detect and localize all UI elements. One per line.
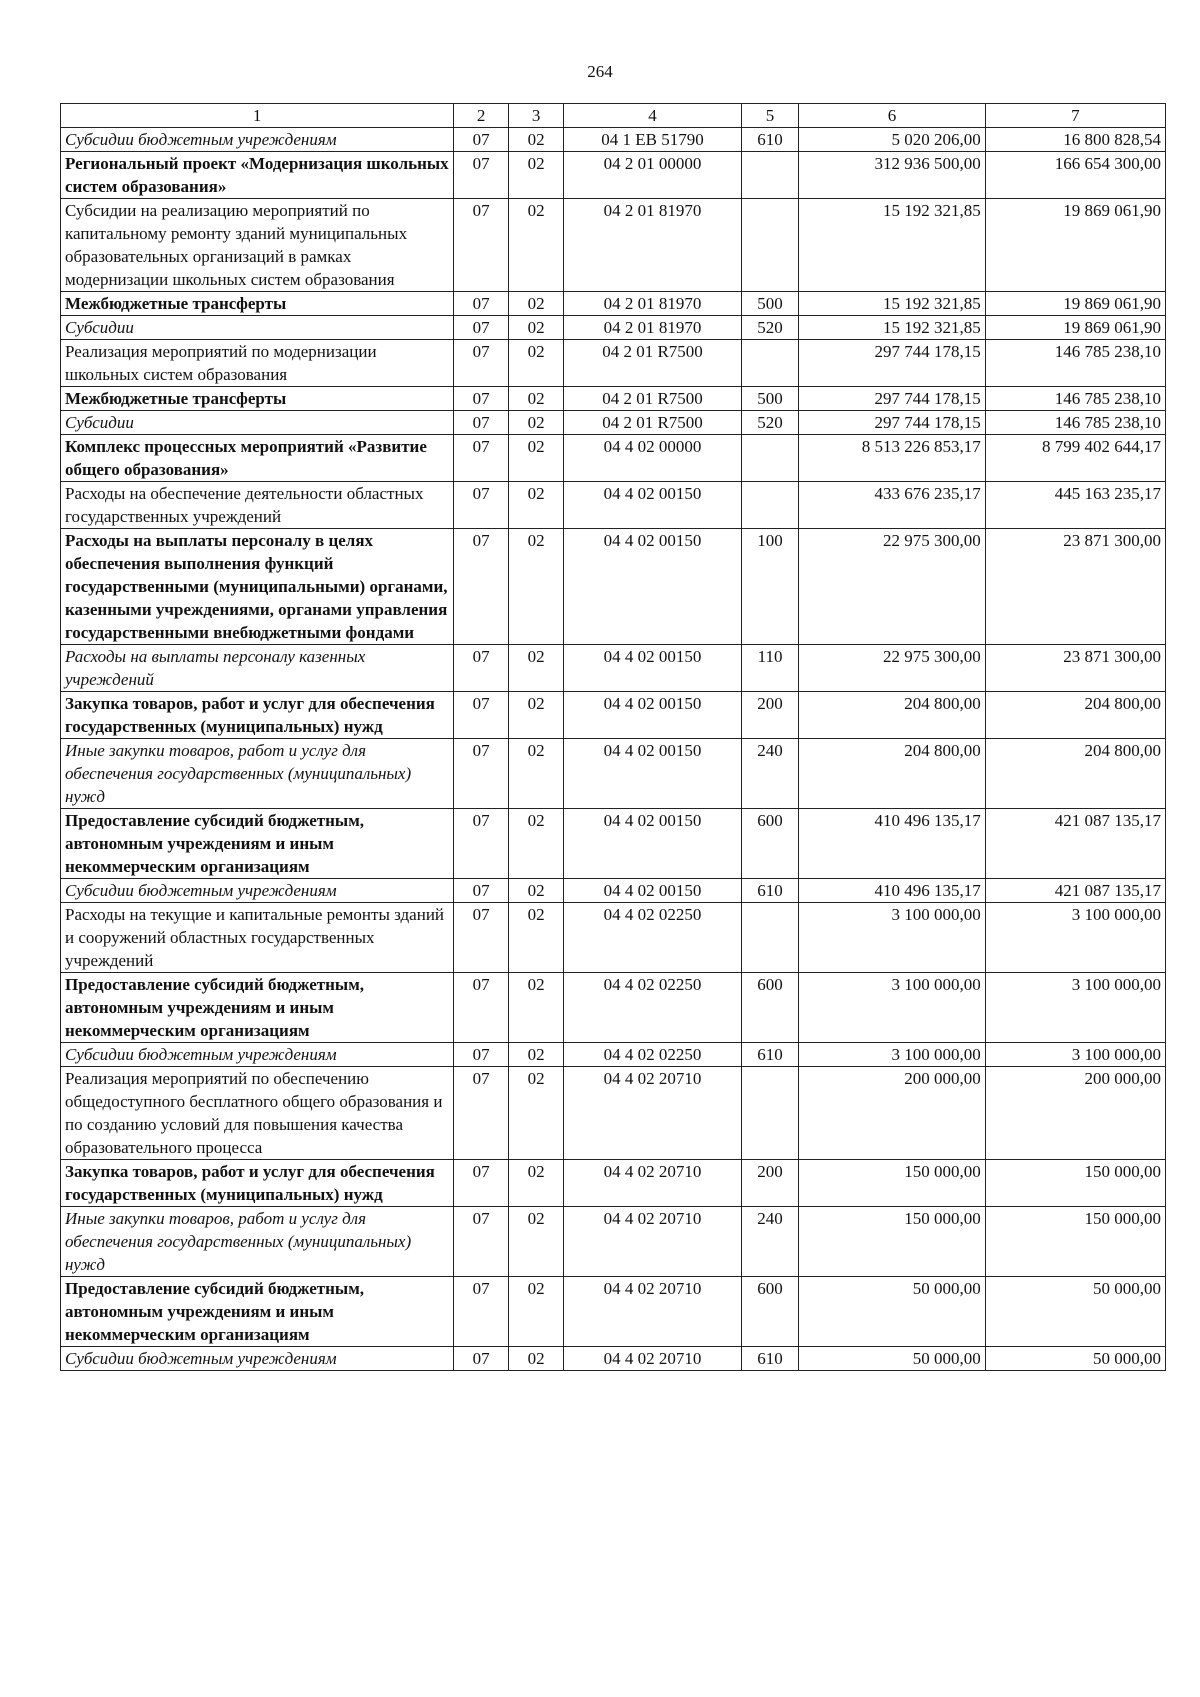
- table-row: [61, 152, 1166, 199]
- table-row: [61, 1067, 1166, 1160]
- header-col-2: 2: [454, 104, 509, 128]
- section-code-cell: 07: [454, 340, 509, 387]
- amount-year-2-cell: 16 800 828,54: [985, 128, 1165, 152]
- target-article-cell: 04 4 02 20710: [564, 1347, 742, 1371]
- expense-type-cell: 600: [741, 1277, 798, 1347]
- table-row: [61, 529, 1166, 645]
- row-name-cell: Расходы на текущие и капитальные ремонты зданий и сооружений областных государственных учреждений: [61, 903, 454, 973]
- section-code-cell: 07: [454, 411, 509, 435]
- section-code-cell: 07: [454, 316, 509, 340]
- table-row: [61, 973, 1166, 1043]
- table-row: [61, 1277, 1166, 1347]
- expense-type-cell: [741, 340, 798, 387]
- subsection-code-cell: 02: [509, 316, 564, 340]
- amount-year-1-cell: 433 676 235,17: [799, 482, 986, 529]
- amount-year-1-cell: 15 192 321,85: [799, 292, 986, 316]
- target-article-cell: 04 4 02 20710: [564, 1207, 742, 1277]
- expense-type-cell: [741, 435, 798, 482]
- table-row: [61, 292, 1166, 316]
- expense-type-cell: [741, 199, 798, 292]
- row-name-cell: Реализация мероприятий по модернизации школьных систем образования: [61, 340, 454, 387]
- target-article-cell: 04 4 02 00150: [564, 482, 742, 529]
- table-row: [61, 1043, 1166, 1067]
- amount-year-2-cell: 23 871 300,00: [985, 529, 1165, 645]
- expense-type-cell: 240: [741, 1207, 798, 1277]
- amount-year-1-cell: 3 100 000,00: [799, 973, 986, 1043]
- amount-year-2-cell: 8 799 402 644,17: [985, 435, 1165, 482]
- subsection-code-cell: 02: [509, 1277, 564, 1347]
- header-row: [61, 104, 1166, 128]
- expense-type-cell: 200: [741, 1160, 798, 1207]
- subsection-code-cell: 02: [509, 692, 564, 739]
- section-code-cell: 07: [454, 1160, 509, 1207]
- subsection-code-cell: 02: [509, 340, 564, 387]
- row-name-cell: Иные закупки товаров, работ и услуг для обеспечения государственных (муниципальных) нужд: [61, 739, 454, 809]
- target-article-cell: 04 2 01 00000: [564, 152, 742, 199]
- row-name-cell: Иные закупки товаров, работ и услуг для обеспечения государственных (муниципальных) нужд: [61, 1207, 454, 1277]
- amount-year-2-cell: 19 869 061,90: [985, 292, 1165, 316]
- row-name-cell: Региональный проект «Модернизация школьных систем образования»: [61, 152, 454, 199]
- header-col-6: 6: [799, 104, 986, 128]
- section-code-cell: 07: [454, 387, 509, 411]
- subsection-code-cell: 02: [509, 1207, 564, 1277]
- target-article-cell: 04 4 02 00150: [564, 645, 742, 692]
- amount-year-1-cell: 200 000,00: [799, 1067, 986, 1160]
- section-code-cell: 07: [454, 879, 509, 903]
- subsection-code-cell: 02: [509, 1067, 564, 1160]
- expense-type-cell: 240: [741, 739, 798, 809]
- amount-year-1-cell: 15 192 321,85: [799, 199, 986, 292]
- target-article-cell: 04 4 02 20710: [564, 1160, 742, 1207]
- amount-year-1-cell: 50 000,00: [799, 1277, 986, 1347]
- expense-type-cell: 110: [741, 645, 798, 692]
- target-article-cell: 04 4 02 02250: [564, 973, 742, 1043]
- table-row: [61, 645, 1166, 692]
- subsection-code-cell: 02: [509, 1347, 564, 1371]
- amount-year-2-cell: 146 785 238,10: [985, 340, 1165, 387]
- row-name-cell: Субсидии бюджетным учреждениям: [61, 128, 454, 152]
- table-row: [61, 411, 1166, 435]
- amount-year-2-cell: 50 000,00: [985, 1347, 1165, 1371]
- section-code-cell: 07: [454, 809, 509, 879]
- amount-year-1-cell: 410 496 135,17: [799, 879, 986, 903]
- expense-type-cell: 600: [741, 973, 798, 1043]
- amount-year-2-cell: 421 087 135,17: [985, 809, 1165, 879]
- amount-year-2-cell: 3 100 000,00: [985, 903, 1165, 973]
- target-article-cell: 04 2 01 81970: [564, 316, 742, 340]
- row-name-cell: Расходы на обеспечение деятельности областных государственных учреждений: [61, 482, 454, 529]
- amount-year-1-cell: 150 000,00: [799, 1207, 986, 1277]
- subsection-code-cell: 02: [509, 435, 564, 482]
- expense-type-cell: 610: [741, 1043, 798, 1067]
- amount-year-2-cell: 19 869 061,90: [985, 316, 1165, 340]
- amount-year-1-cell: 204 800,00: [799, 739, 986, 809]
- table-row: [61, 692, 1166, 739]
- amount-year-2-cell: 445 163 235,17: [985, 482, 1165, 529]
- amount-year-2-cell: 146 785 238,10: [985, 411, 1165, 435]
- subsection-code-cell: 02: [509, 128, 564, 152]
- row-name-cell: Субсидии на реализацию мероприятий по капитальному ремонту зданий муниципальных образовательных организаций в рамках модернизации школьных систем образования: [61, 199, 454, 292]
- amount-year-2-cell: 50 000,00: [985, 1277, 1165, 1347]
- amount-year-1-cell: 297 744 178,15: [799, 411, 986, 435]
- target-article-cell: 04 2 01 R7500: [564, 411, 742, 435]
- expense-type-cell: 610: [741, 1347, 798, 1371]
- row-name-cell: Закупка товаров, работ и услуг для обеспечения государственных (муниципальных) нужд: [61, 1160, 454, 1207]
- target-article-cell: 04 4 02 00150: [564, 529, 742, 645]
- section-code-cell: 07: [454, 529, 509, 645]
- amount-year-1-cell: 22 975 300,00: [799, 645, 986, 692]
- amount-year-2-cell: 150 000,00: [985, 1207, 1165, 1277]
- amount-year-2-cell: 23 871 300,00: [985, 645, 1165, 692]
- amount-year-2-cell: 146 785 238,10: [985, 387, 1165, 411]
- table-row: [61, 199, 1166, 292]
- table-row: [61, 1160, 1166, 1207]
- row-name-cell: Расходы на выплаты персоналу в целях обеспечения выполнения функций государственными (муниципальными) органами, казенными учреждениями, органами управления государственными внебюджетными фондами: [61, 529, 454, 645]
- table-row: [61, 903, 1166, 973]
- section-code-cell: 07: [454, 199, 509, 292]
- target-article-cell: 04 1 EB 51790: [564, 128, 742, 152]
- amount-year-1-cell: 3 100 000,00: [799, 903, 986, 973]
- page-number: 264: [587, 62, 613, 81]
- subsection-code-cell: 02: [509, 809, 564, 879]
- expense-type-cell: 500: [741, 387, 798, 411]
- amount-year-2-cell: 3 100 000,00: [985, 973, 1165, 1043]
- table-row: [61, 1347, 1166, 1371]
- amount-year-1-cell: 297 744 178,15: [799, 340, 986, 387]
- section-code-cell: 07: [454, 1043, 509, 1067]
- subsection-code-cell: 02: [509, 152, 564, 199]
- row-name-cell: Расходы на выплаты персоналу казенных учреждений: [61, 645, 454, 692]
- target-article-cell: 04 4 02 02250: [564, 1043, 742, 1067]
- subsection-code-cell: 02: [509, 387, 564, 411]
- expense-type-cell: [741, 903, 798, 973]
- target-article-cell: 04 4 02 00150: [564, 739, 742, 809]
- amount-year-1-cell: 50 000,00: [799, 1347, 986, 1371]
- target-article-cell: 04 4 02 02250: [564, 903, 742, 973]
- amount-year-2-cell: 204 800,00: [985, 739, 1165, 809]
- amount-year-2-cell: 200 000,00: [985, 1067, 1165, 1160]
- target-article-cell: 04 2 01 81970: [564, 292, 742, 316]
- amount-year-2-cell: 19 869 061,90: [985, 199, 1165, 292]
- amount-year-1-cell: 3 100 000,00: [799, 1043, 986, 1067]
- expense-type-cell: [741, 152, 798, 199]
- amount-year-1-cell: 204 800,00: [799, 692, 986, 739]
- target-article-cell: 04 2 01 81970: [564, 199, 742, 292]
- header-col-4: 4: [564, 104, 742, 128]
- subsection-code-cell: 02: [509, 903, 564, 973]
- subsection-code-cell: 02: [509, 411, 564, 435]
- expense-type-cell: 600: [741, 809, 798, 879]
- expense-type-cell: [741, 482, 798, 529]
- header-col-7: 7: [985, 104, 1165, 128]
- section-code-cell: 07: [454, 973, 509, 1043]
- header-col-3: 3: [509, 104, 564, 128]
- expense-type-cell: [741, 1067, 798, 1160]
- row-name-cell: Предоставление субсидий бюджетным, автономным учреждениям и иным некоммерческим организациям: [61, 1277, 454, 1347]
- section-code-cell: 07: [454, 128, 509, 152]
- table-row: [61, 128, 1166, 152]
- section-code-cell: 07: [454, 692, 509, 739]
- row-name-cell: Межбюджетные трансферты: [61, 292, 454, 316]
- table-row: [61, 340, 1166, 387]
- subsection-code-cell: 02: [509, 739, 564, 809]
- subsection-code-cell: 02: [509, 1160, 564, 1207]
- row-name-cell: Предоставление субсидий бюджетным, автономным учреждениям и иным некоммерческим организациям: [61, 809, 454, 879]
- amount-year-2-cell: 3 100 000,00: [985, 1043, 1165, 1067]
- target-article-cell: 04 2 01 R7500: [564, 340, 742, 387]
- section-code-cell: 07: [454, 1347, 509, 1371]
- table-row: [61, 879, 1166, 903]
- amount-year-1-cell: 15 192 321,85: [799, 316, 986, 340]
- table-row: [61, 1207, 1166, 1277]
- amount-year-2-cell: 150 000,00: [985, 1160, 1165, 1207]
- table-row: [61, 387, 1166, 411]
- target-article-cell: 04 4 02 00150: [564, 692, 742, 739]
- target-article-cell: 04 4 02 00150: [564, 809, 742, 879]
- table-row: [61, 435, 1166, 482]
- section-code-cell: 07: [454, 1207, 509, 1277]
- target-article-cell: 04 4 02 00000: [564, 435, 742, 482]
- amount-year-1-cell: 410 496 135,17: [799, 809, 986, 879]
- section-code-cell: 07: [454, 739, 509, 809]
- subsection-code-cell: 02: [509, 292, 564, 316]
- section-code-cell: 07: [454, 482, 509, 529]
- row-name-cell: Субсидии бюджетным учреждениям: [61, 1043, 454, 1067]
- row-name-cell: Комплекс процессных мероприятий «Развитие общего образования»: [61, 435, 454, 482]
- amount-year-1-cell: 297 744 178,15: [799, 387, 986, 411]
- amount-year-1-cell: 5 020 206,00: [799, 128, 986, 152]
- section-code-cell: 07: [454, 152, 509, 199]
- subsection-code-cell: 02: [509, 879, 564, 903]
- section-code-cell: 07: [454, 1067, 509, 1160]
- subsection-code-cell: 02: [509, 973, 564, 1043]
- amount-year-1-cell: 8 513 226 853,17: [799, 435, 986, 482]
- expense-type-cell: 200: [741, 692, 798, 739]
- section-code-cell: 07: [454, 1277, 509, 1347]
- row-name-cell: Межбюджетные трансферты: [61, 387, 454, 411]
- table-row: [61, 482, 1166, 529]
- section-code-cell: 07: [454, 645, 509, 692]
- expense-type-cell: 500: [741, 292, 798, 316]
- expense-type-cell: 520: [741, 316, 798, 340]
- target-article-cell: 04 4 02 00150: [564, 879, 742, 903]
- table-row: [61, 809, 1166, 879]
- amount-year-2-cell: 204 800,00: [985, 692, 1165, 739]
- header-col-1: 1: [61, 104, 454, 128]
- row-name-cell: Субсидии: [61, 411, 454, 435]
- section-code-cell: 07: [454, 292, 509, 316]
- table-row: [61, 316, 1166, 340]
- target-article-cell: 04 2 01 R7500: [564, 387, 742, 411]
- row-name-cell: Реализация мероприятий по обеспечению общедоступного бесплатного общего образования и по созданию условий для повышения качества образовательного процесса: [61, 1067, 454, 1160]
- target-article-cell: 04 4 02 20710: [564, 1067, 742, 1160]
- amount-year-2-cell: 166 654 300,00: [985, 152, 1165, 199]
- expense-type-cell: 610: [741, 879, 798, 903]
- expense-type-cell: 610: [741, 128, 798, 152]
- amount-year-1-cell: 22 975 300,00: [799, 529, 986, 645]
- expense-type-cell: 100: [741, 529, 798, 645]
- amount-year-1-cell: 150 000,00: [799, 1160, 986, 1207]
- header-col-5: 5: [741, 104, 798, 128]
- subsection-code-cell: 02: [509, 1043, 564, 1067]
- row-name-cell: Субсидии бюджетным учреждениям: [61, 879, 454, 903]
- section-code-cell: 07: [454, 435, 509, 482]
- subsection-code-cell: 02: [509, 645, 564, 692]
- row-name-cell: Предоставление субсидий бюджетным, автономным учреждениям и иным некоммерческим организациям: [61, 973, 454, 1043]
- amount-year-2-cell: 421 087 135,17: [985, 879, 1165, 903]
- amount-year-1-cell: 312 936 500,00: [799, 152, 986, 199]
- section-code-cell: 07: [454, 903, 509, 973]
- subsection-code-cell: 02: [509, 529, 564, 645]
- budget-table: [60, 103, 1166, 1371]
- row-name-cell: Субсидии бюджетным учреждениям: [61, 1347, 454, 1371]
- row-name-cell: Закупка товаров, работ и услуг для обеспечения государственных (муниципальных) нужд: [61, 692, 454, 739]
- subsection-code-cell: 02: [509, 482, 564, 529]
- table-body: [61, 128, 1166, 1371]
- target-article-cell: 04 4 02 20710: [564, 1277, 742, 1347]
- table-row: [61, 739, 1166, 809]
- subsection-code-cell: 02: [509, 199, 564, 292]
- expense-type-cell: 520: [741, 411, 798, 435]
- row-name-cell: Субсидии: [61, 316, 454, 340]
